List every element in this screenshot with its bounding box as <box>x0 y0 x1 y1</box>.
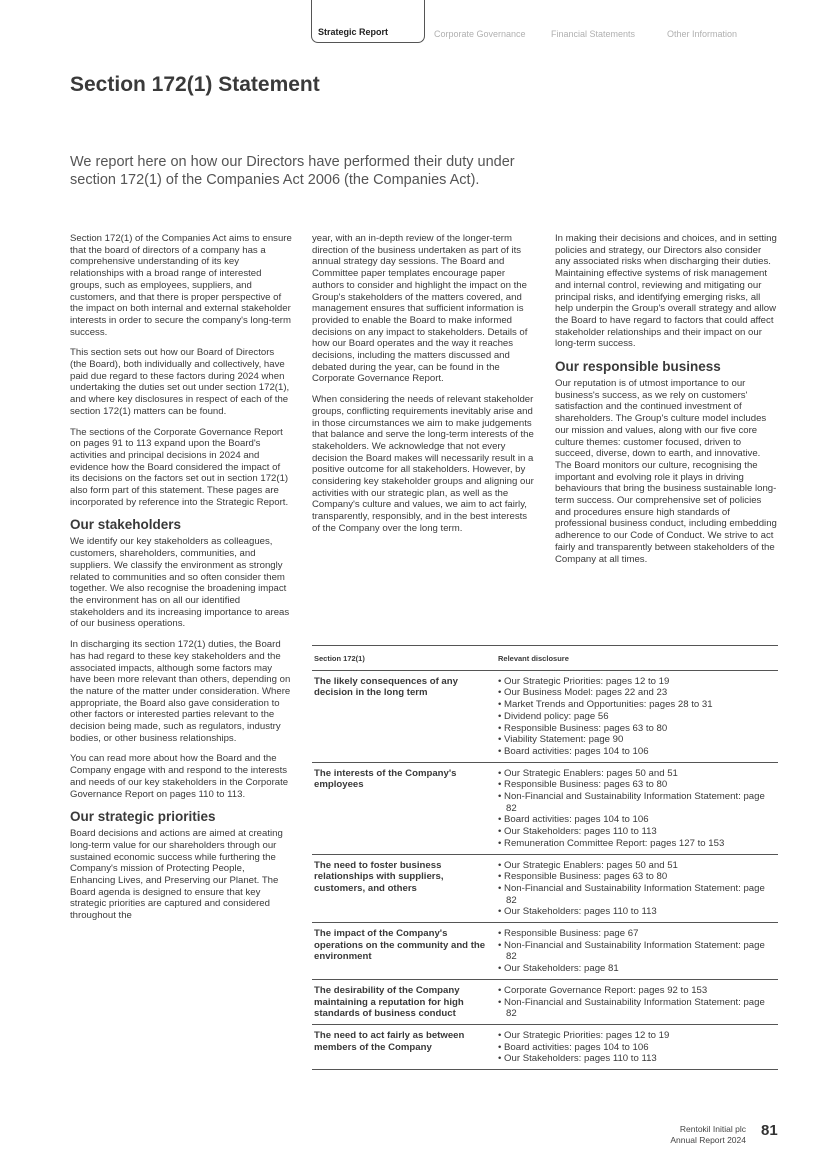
disclosure-item: • Corporate Governance Report: pages 92 to 153 <box>498 985 778 997</box>
nav-tab-strategic-report[interactable]: Strategic Report <box>311 0 425 43</box>
disclosure-item: • Our Stakeholders: pages 110 to 113 <box>498 906 778 918</box>
nav-tab-other-information[interactable]: Other Information <box>667 29 738 39</box>
column-middle <box>312 233 534 544</box>
nav-tab-financial-statements[interactable]: Financial Statements <box>551 29 636 39</box>
section-172-table <box>312 645 778 1070</box>
column-right <box>555 233 777 574</box>
disclosure-item: • Non-Financial and Sustainability Information Statement: page 82 <box>498 940 778 963</box>
page-number: 81 <box>761 1122 778 1139</box>
header-disclosure: Relevant disclosure <box>496 646 778 671</box>
disclosure-item: • Our Strategic Priorities: pages 12 to 19 <box>498 676 778 688</box>
disclosure-item: • Responsible Business: pages 63 to 80 <box>498 779 778 791</box>
paragraph: You can read more about how the Board and the Company engage with and respond to the interests and needs of our key stakeholders in the Corporate Governance Report on pages 110 to 113. <box>70 753 289 800</box>
paragraph: The sections of the Corporate Governance Report on pages 91 to 113 expand upon the Board's activities and principal decisions in 2024 and evidence how the Board considered the impact of its decisions on the factors set out in section 172(1) also form part of this statement. These pages are incorporated by reference into the Strategic Report. <box>70 426 289 508</box>
paragraph: Board decisions and actions are aimed at creating long-term value for our shareholders through our sustained economic success while furthering the Company's mission of Protecting People, Enhancing Lives, and Preserving our Planet. The Board agenda is designed to ensure that key strategic priorities are captured and considered throughout the <box>70 828 283 922</box>
disclosure-item: • Our Stakeholders: pages 110 to 113 <box>498 1053 778 1065</box>
disclosure-item: • Our Strategic Enablers: pages 50 and 51 <box>498 768 778 780</box>
row-disclosures <box>496 762 778 854</box>
disclosure-item: • Our Strategic Enablers: pages 50 and 51 <box>498 860 778 872</box>
footer-report-info <box>670 1124 746 1145</box>
nav-tab-corporate-governance[interactable]: Corporate Governance <box>434 29 526 39</box>
disclosure-item: • Market Trends and Opportunities: pages 28 to 31 <box>498 699 778 711</box>
paragraph: This section sets out how our Board of Directors (the Board), both individually and collectively, have paid due regard to these factors during 2024 when undertaking the duties set out under section 172(1), and where key disclosures in respect of each of the section 172(1) matters can be found. <box>70 347 290 417</box>
row-disclosures <box>496 670 778 762</box>
heading-our-strategic-priorities: Our strategic priorities <box>70 809 216 825</box>
disclosure-item: • Our Stakeholders: pages 110 to 113 <box>498 826 778 838</box>
disclosure-item: • Non-Financial and Sustainability Information Statement: page 82 <box>498 791 778 814</box>
heading-our-responsible-business: Our responsible business <box>555 359 721 375</box>
disclosure-item: • Our Stakeholders: page 81 <box>498 963 778 975</box>
disclosure-item: • Non-Financial and Sustainability Information Statement: page 82 <box>498 883 778 906</box>
table-row <box>312 1024 778 1069</box>
footer-company: Rentokil Initial plc <box>679 1124 746 1134</box>
row-section: The impact of the Company's operations on the community and the environment <box>312 923 496 980</box>
table-row <box>312 854 778 923</box>
row-section: The interests of the Company's employees <box>312 762 496 854</box>
disclosure-item: • Remuneration Committee Report: pages 127 to 153 <box>498 838 778 850</box>
footer-report: Annual Report 2024 <box>670 1134 746 1145</box>
row-section: The need to act fairly as between members of the Company <box>312 1024 496 1069</box>
disclosure-item: • Our Business Model: pages 22 and 23 <box>498 687 778 699</box>
disclosure-item: • Board activities: pages 104 to 106 <box>498 1042 778 1054</box>
row-disclosures <box>496 923 778 980</box>
disclosure-item: • Our Strategic Priorities: pages 12 to 19 <box>498 1030 778 1042</box>
table-row <box>312 762 778 854</box>
table-row <box>312 670 778 762</box>
row-section: The need to foster business relationships with suppliers, customers, and others <box>312 854 496 923</box>
row-disclosures <box>496 854 778 923</box>
row-disclosures <box>496 1024 778 1069</box>
paragraph: Our reputation is of utmost importance to our business's success, as we rely on customers' satisfaction and the continued investment of shareholders. The Group's culture model includes our mission and values, along with our five core culture themes: customer focused, driven to succeed, diverse, down to earth, and innovative. The Board monitors our culture, recognising the important and evolving role it plays in driving behaviours that bring the business sustainable long-term success. Our comprehensive set of policies and procedures ensure high standards of professional business conduct, including embedding adherence to our Code of Conduct. We strive to act fairly and transparently between stakeholders of the Company at all times. <box>555 378 777 565</box>
table-header-row <box>312 646 778 671</box>
table-row <box>312 923 778 980</box>
paragraph: We identify our key stakeholders as colleagues, customers, shareholders, communities, and suppliers. We classify the environment as strongly related to communities and so often consider them together. We also recognise the broadening impact the environment has on all our identified stakeholders and its increasing importance to areas of our business operations. <box>70 536 290 630</box>
row-disclosures <box>496 979 778 1024</box>
paragraph: When considering the needs of relevant stakeholder groups, conflicting requirements inevitably arise and in those circumstances we aim to make judgements that balance and serve the long-term interests of the stakeholders. We acknowledge that not every decision the Board makes will necessarily result in a positive outcome for all stakeholders. However, by considering key stakeholder groups and aligning our activities with our strategic plan, as well as the Company's culture and values, we aim to act fairly, transparently, responsibly, and in the best interests of the Company over the long term. <box>312 394 534 534</box>
row-section: The likely consequences of any decision in the long term <box>312 670 496 762</box>
page-title: Section 172(1) Statement <box>70 73 320 96</box>
intro-text: We report here on how our Directors have performed their duty under section 172(1) of the Companies Act 2006 (the Companies Act). <box>70 154 515 188</box>
disclosure-item: • Viability Statement: page 90 <box>498 734 778 746</box>
header-section: Section 172(1) <box>312 646 496 671</box>
table-row <box>312 979 778 1024</box>
paragraph: year, with an in-depth review of the longer-term direction of the business undertaken as part of its annual strategy day sessions. The Board and Committee paper templates encourage paper authors to consider and highlight the impact on the Group's stakeholders of the matters covered, and management ensures that sufficient information is provided to enable the Board to make informed decisions on any impact to stakeholders. Details of how our Board operates and the way it reaches decisions, including the matters discussed and debated during the year, can be found in the Corporate Governance Report. <box>312 233 528 385</box>
paragraph: Section 172(1) of the Companies Act aims to ensure that the board of directors of a company has a comprehensive understanding of its key relationships with a broad range of interested groups, such as employees, suppliers, and customers, and that there is proper perspective of the impact on both internal and external stakeholder interests in order to secure the company's long-term success. <box>70 233 292 338</box>
disclosure-item: • Responsible Business: pages 63 to 80 <box>498 723 778 735</box>
disclosure-item: • Board activities: pages 104 to 106 <box>498 746 778 758</box>
disclosure-item: • Board activities: pages 104 to 106 <box>498 814 778 826</box>
column-left <box>70 233 292 931</box>
disclosure-item: • Dividend policy: page 56 <box>498 711 778 723</box>
disclosure-item: • Responsible Business: pages 63 to 80 <box>498 871 778 883</box>
heading-our-stakeholders: Our stakeholders <box>70 517 182 533</box>
paragraph: In discharging its section 172(1) duties, the Board has had regard to these key stakeholders and the associated impacts, although some factors may have been more relevant than others, depending on the nature of the matter under consideration. Where appropriate, the Board also gave consideration to other factors or interested parties relevant to the decision being made, such as regulators, industry bodies, or other business relationships. <box>70 639 291 744</box>
row-section: The desirability of the Company maintaining a reputation for high standards of business conduct <box>312 979 496 1024</box>
disclosure-item: • Responsible Business: page 67 <box>498 928 778 940</box>
section-nav <box>311 0 781 44</box>
paragraph: In making their decisions and choices, and in setting policies and strategy, our Directors also consider any associated risks when discharging their duties. Maintaining effective systems of risk management and internal control, reviewing and mitigating our principal risks, and identifying emerging risks, all help underpin the Group's overall strategy and allow the Board to have regard to factors that could affect stakeholder relationships and their impact on our long-term success. <box>555 233 777 350</box>
disclosure-item: • Non-Financial and Sustainability Information Statement: page 82 <box>498 997 778 1020</box>
